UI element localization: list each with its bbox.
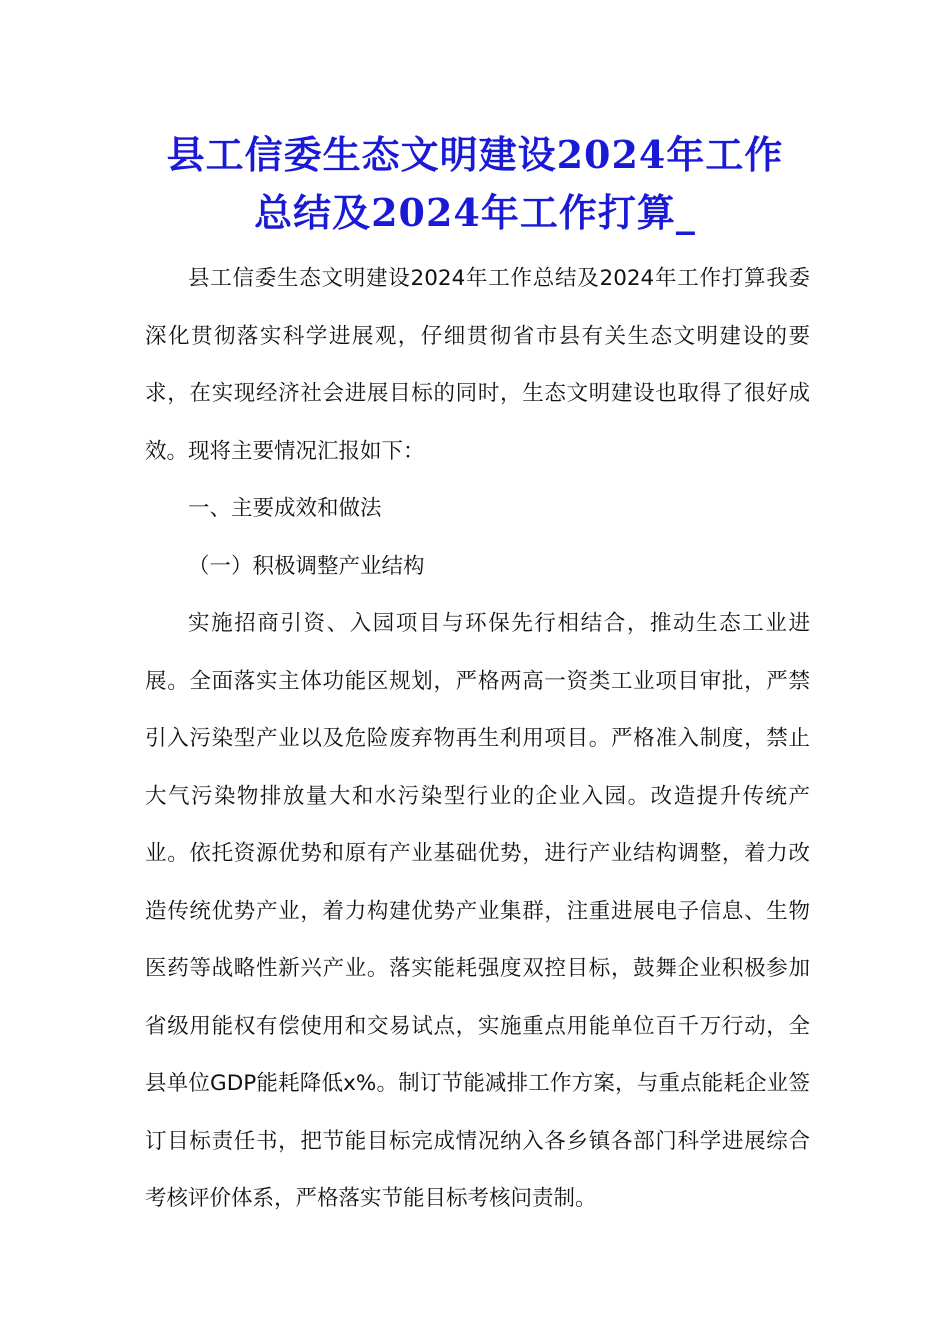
paragraph-intro: 县工信委生态文明建设2024年工作总结及2024年工作打算我委深化贯彻落实科学进展观，仔细贯彻省市县有关生态文明建设的要求，在实现经济社会进展目标的同时，生态文明建设也取得了很好成效。现将主要情况汇报如下： <box>145 266 810 464</box>
document-title-line-1: 县工信委生态文明建设2024年工作 <box>166 132 784 177</box>
subsection-heading-1: （一）积极调整产业结构 <box>188 553 425 579</box>
paragraph-industry-structure: 实施招商引资、入园项目与环保先行相结合，推动生态工业进展。全面落实主体功能区规划，严格两高一资类工业项目审批，严禁引入污染型产业以及危险废弃物再生利用项目。严格准入制度，禁止大气污染物排放量大和水污染型行业的企业入园。改造提升传统产业。依托资源优势和原有产业基础优势，进行产业结构调整，着力改造传统优势产业，着力构建优势产业集群，注重进展电子信息、生物医药等战略性新兴产业。落实能耗强度双控目标，鼓舞企业积极参加省级用能权有偿使用和交易试点，实施重点用能单位百千万行动，全县单位GDP能耗降低x%。制订节能减排工作方案，与重点能耗企业签订目标责任书，把节能目标完成情况纳入各乡镇各部门科学进展综合考核评价体系，严格落实节能目标考核问责制。 <box>145 611 810 1211</box>
section-heading-1: 一、主要成效和做法 <box>188 496 382 521</box>
document-title-line-2: 总结及2024年工作打算_ <box>254 190 696 235</box>
document-body <box>145 250 810 1228</box>
